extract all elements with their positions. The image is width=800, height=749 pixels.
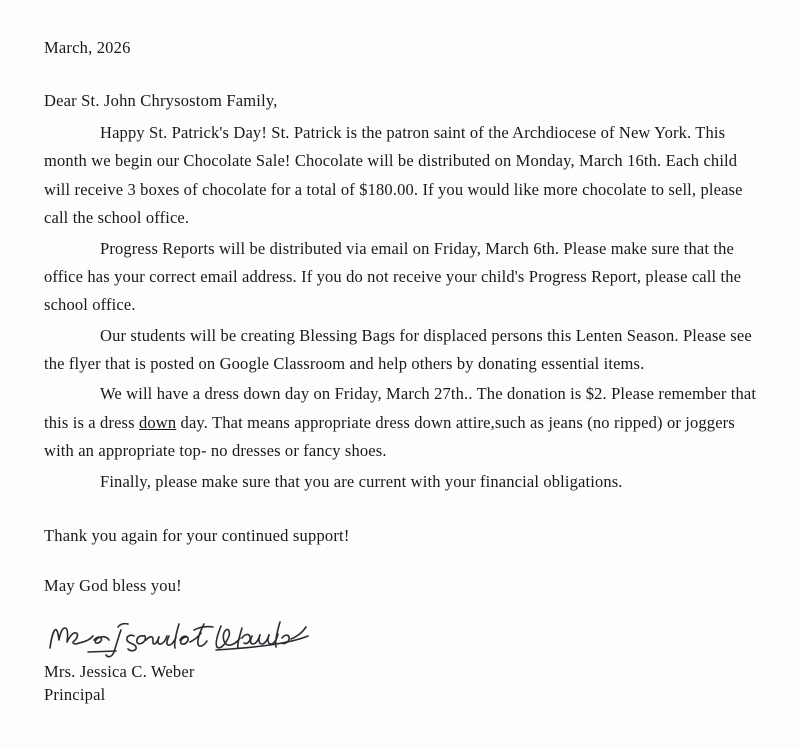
paragraph-progress-reports: Progress Reports will be distributed via email on Friday, March 6th. Please make sure that the office has your correct email address. If you do not receive your child's Progress Report, please call the school office. (44, 238, 742, 315)
letter-thanks: Thank you again for your continued support! (44, 525, 350, 545)
signer-title: Principal (44, 684, 106, 704)
handwritten-signature-image (46, 614, 346, 658)
paragraph-blessing-bags: Our students will be creating Blessing Bags for displaced persons this Lenten Season. Please see the flyer that is posted on Google Classroom and help others by donating essential items. (44, 325, 752, 373)
signer-name: Mrs. Jessica C. Weber (44, 661, 195, 681)
paragraph-dress-down-day (44, 380, 760, 465)
paragraph-financial-obligations: Finally, please make sure that you are current with your financial obligations. (100, 471, 623, 491)
signature-block (44, 614, 760, 705)
paragraph-chocolate-sale: Happy St. Patrick's Day! St. Patrick is the patron saint of the Archdiocese of New York. This month we begin our Chocolate Sale! Chocolate will be distributed on Monday, March 16th. Each child will receive 3 boxes of chocolate for a total of $180.00. If you would like more chocolate to sell, please call the school office. (44, 123, 743, 228)
dress-down-text-part2: day. That means appropriate dress down attire,such as jeans (no ripped) or joggers with an appropriate top- no dresses or fancy shoes. (44, 412, 735, 461)
dress-down-emphasis: down (138, 412, 177, 432)
dress-down-text-part1: We will have a dress down day on Friday, March 27th.. The donation is $2. Please remember that this is a dress (44, 384, 757, 432)
letter-blessing: May God bless you! (44, 575, 182, 595)
letter-salutation: Dear St. John Chrysostom Family, (44, 91, 278, 110)
letter-date: March, 2026 (44, 38, 131, 57)
